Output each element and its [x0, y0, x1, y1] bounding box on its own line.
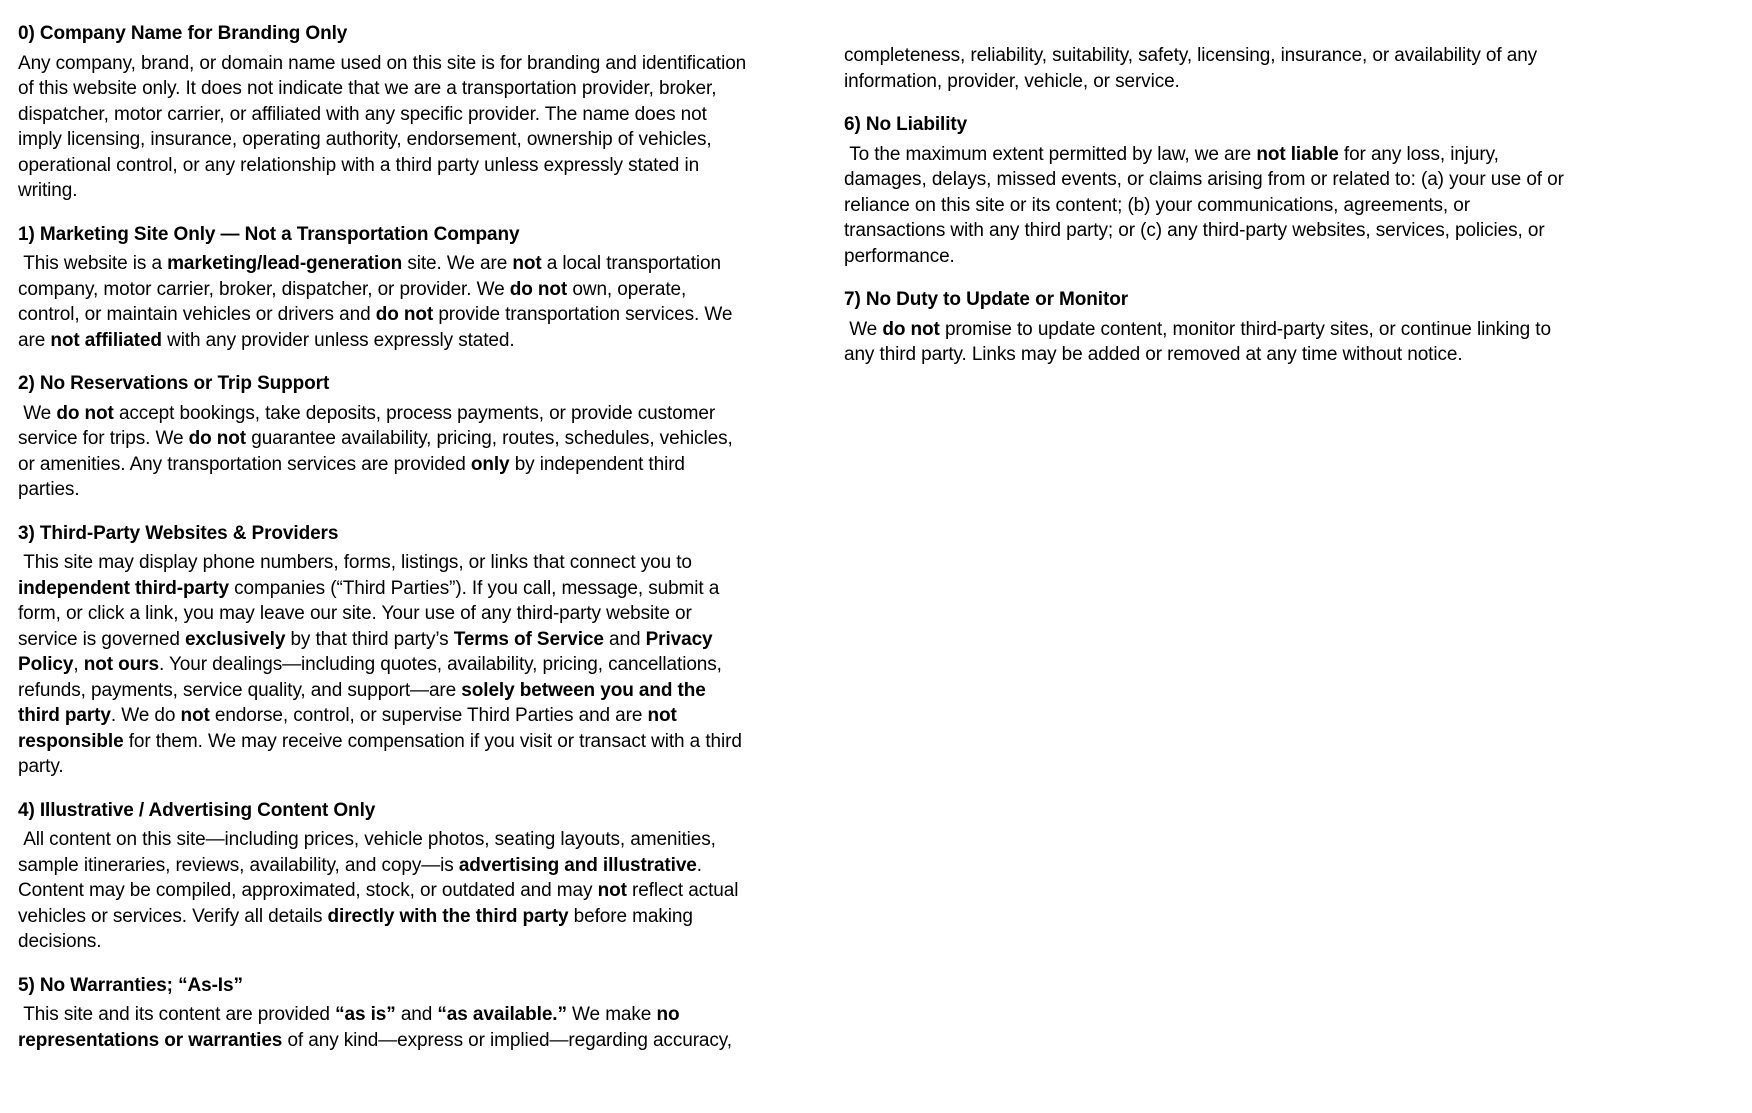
- text-run: and: [603, 628, 646, 650]
- text-run: provide transportation services. We are: [18, 304, 738, 351]
- bold-text-run: do not: [56, 402, 114, 424]
- section-body: [18, 1002, 748, 1053]
- text-run: guarantee availability, pricing, routes, schedules, vehicles, or amenities. Any transportation services are provided: [18, 428, 738, 475]
- section-heading: 5) No Warranties; “As-Is”: [18, 974, 243, 996]
- bold-text-run: only: [470, 453, 510, 475]
- bold-text-run: independent third-party: [18, 577, 229, 599]
- text-run: . Your dealings—including quotes, availability, pricing, cancellations, refunds, payments, service quality, and support—are: [18, 654, 728, 701]
- text-run: endorse, control, or supervise Third Parties and are: [209, 705, 648, 726]
- bold-text-run: not affiliated: [50, 329, 162, 351]
- disclaimer-section: [18, 21, 752, 204]
- right-column: [844, 21, 1574, 386]
- text-run: before making decisions.: [18, 905, 698, 952]
- text-run: All content on this site—including prices, vehicle photos, seating layouts, amenities, sample itineraries, reviews, availability, and copy—is: [18, 829, 722, 876]
- bold-text-run: not: [180, 705, 210, 726]
- disclaimer-section: [18, 973, 748, 1054]
- bold-text-run: Terms of Service: [453, 628, 604, 650]
- text-run: We make: [566, 1004, 657, 1025]
- bold-text-run: “as available.”: [437, 1004, 567, 1025]
- section-heading: 2) No Reservations or Trip Support: [18, 373, 330, 394]
- text-run: This website is a: [18, 253, 168, 274]
- bold-text-run: “as is”: [335, 1004, 396, 1025]
- bold-text-run: directly with the third party: [327, 905, 569, 927]
- disclaimer-section: [18, 798, 748, 955]
- text-run: To the maximum extent permitted by law, we are: [844, 143, 1257, 165]
- bold-text-run: do not: [188, 428, 247, 449]
- section-body: [844, 317, 1574, 368]
- section-heading: 7) No Duty to Update or Monitor: [844, 289, 1128, 310]
- bold-text-run: marketing/lead-generation: [167, 253, 403, 274]
- bold-text-run: not responsible: [18, 705, 682, 752]
- text-run: of any kind—express or implied—regarding accuracy,: [282, 1029, 732, 1051]
- bold-text-run: do not: [375, 304, 434, 325]
- disclaimer-section: [18, 222, 748, 354]
- text-run: completeness, reliability, suitability, safety, licensing, insurance, or availability of any information, provider, vehicle, or service.: [844, 45, 1543, 92]
- text-run: a local transportation company, motor carrier, broker, dispatcher, or provider. We: [18, 253, 727, 300]
- section-heading: 1) Marketing Site Only — Not a Transportation Company: [18, 223, 520, 245]
- disclaimer-section: [844, 287, 1574, 368]
- bold-text-run: do not: [509, 278, 568, 300]
- section-body: [18, 401, 748, 503]
- text-run: with any provider unless expressly stated.: [161, 329, 515, 351]
- text-run: We: [18, 402, 57, 424]
- text-run: We: [844, 318, 883, 340]
- text-run: for them. We may receive compensation if you visit or transact with a third party.: [18, 730, 747, 777]
- section-heading: 4) Illustrative / Advertising Content Only: [18, 799, 376, 821]
- bold-text-run: no representations or warranties: [18, 1004, 685, 1051]
- bold-text-run: solely between you and the third party: [18, 679, 711, 726]
- disclaimer-section: [844, 43, 1574, 94]
- text-run: promise to update content, monitor third-party sites, or continue linking to any third party. Links may be added or removed at any time without notice.: [844, 318, 1557, 365]
- section-body-continuation: [844, 43, 1574, 94]
- text-run: Any company, brand, or domain name used on this site is for branding and identification of this website only. It does not indicate that we are a transportation provider, broker, dispatcher, motor carrier, or affiliated with any specific provider. The name does not imply licensing, insurance, operating authority, endorsement, ownership of vehicles, operational control, or any relationship with a third party unless expressly stated in writing.: [18, 52, 752, 201]
- text-run: by independent third parties.: [18, 453, 691, 500]
- section-body: [18, 51, 752, 204]
- text-run: . Content may be compiled, approximated, stock, or outdated and may: [18, 854, 708, 901]
- section-body: [18, 251, 748, 353]
- section-body: [844, 142, 1574, 270]
- left-column: [18, 21, 752, 1071]
- disclaimer-section: [844, 112, 1574, 269]
- text-run: ,: [73, 654, 84, 675]
- disclaimer-section: [18, 521, 748, 780]
- text-run: This site and its content are provided: [18, 1004, 336, 1025]
- bold-text-run: not: [597, 880, 627, 901]
- bold-text-run: advertising and illustrative: [458, 854, 697, 876]
- text-run: companies (“Third Parties”). If you call, message, submit a form, or click a link, you may leave our site. Your use of any third-party website or service is governed: [18, 577, 725, 650]
- text-run: This site may display phone numbers, forms, listings, or links that connect you to: [18, 552, 698, 573]
- section-heading: 0) Company Name for Branding Only: [18, 23, 348, 44]
- section-heading: 6) No Liability: [844, 114, 968, 135]
- bold-text-run: do not: [882, 318, 940, 340]
- text-run: . We do: [110, 705, 181, 726]
- bold-text-run: exclusively: [184, 628, 286, 650]
- text-run: site. We are: [402, 253, 513, 274]
- bold-text-run: Privacy Policy: [18, 628, 718, 675]
- bold-text-run: not liable: [1256, 143, 1339, 165]
- text-run: and: [395, 1004, 438, 1025]
- text-run: own, operate, control, or maintain vehicles or drivers and: [18, 278, 692, 325]
- text-run: reflect actual vehicles or services. Verify all details: [18, 880, 744, 927]
- section-body: [18, 550, 748, 780]
- bold-text-run: not: [512, 253, 542, 274]
- disclaimer-section: [18, 371, 748, 503]
- text-run: accept bookings, take deposits, process payments, or provide customer service for trips. We: [18, 402, 721, 449]
- bold-text-run: not ours: [83, 654, 159, 675]
- text-run: by that third party’s: [285, 628, 454, 650]
- section-heading: 3) Third-Party Websites & Providers: [18, 522, 339, 544]
- text-run: for any loss, injury, damages, delays, missed events, or claims arising from or related to: (a) your use of or reliance on this site or its content; (b) your communications, agreements, or transactions with any third party; or (c) any third-party websites, services, policies, or performance.: [844, 143, 1570, 267]
- section-body: [18, 827, 748, 955]
